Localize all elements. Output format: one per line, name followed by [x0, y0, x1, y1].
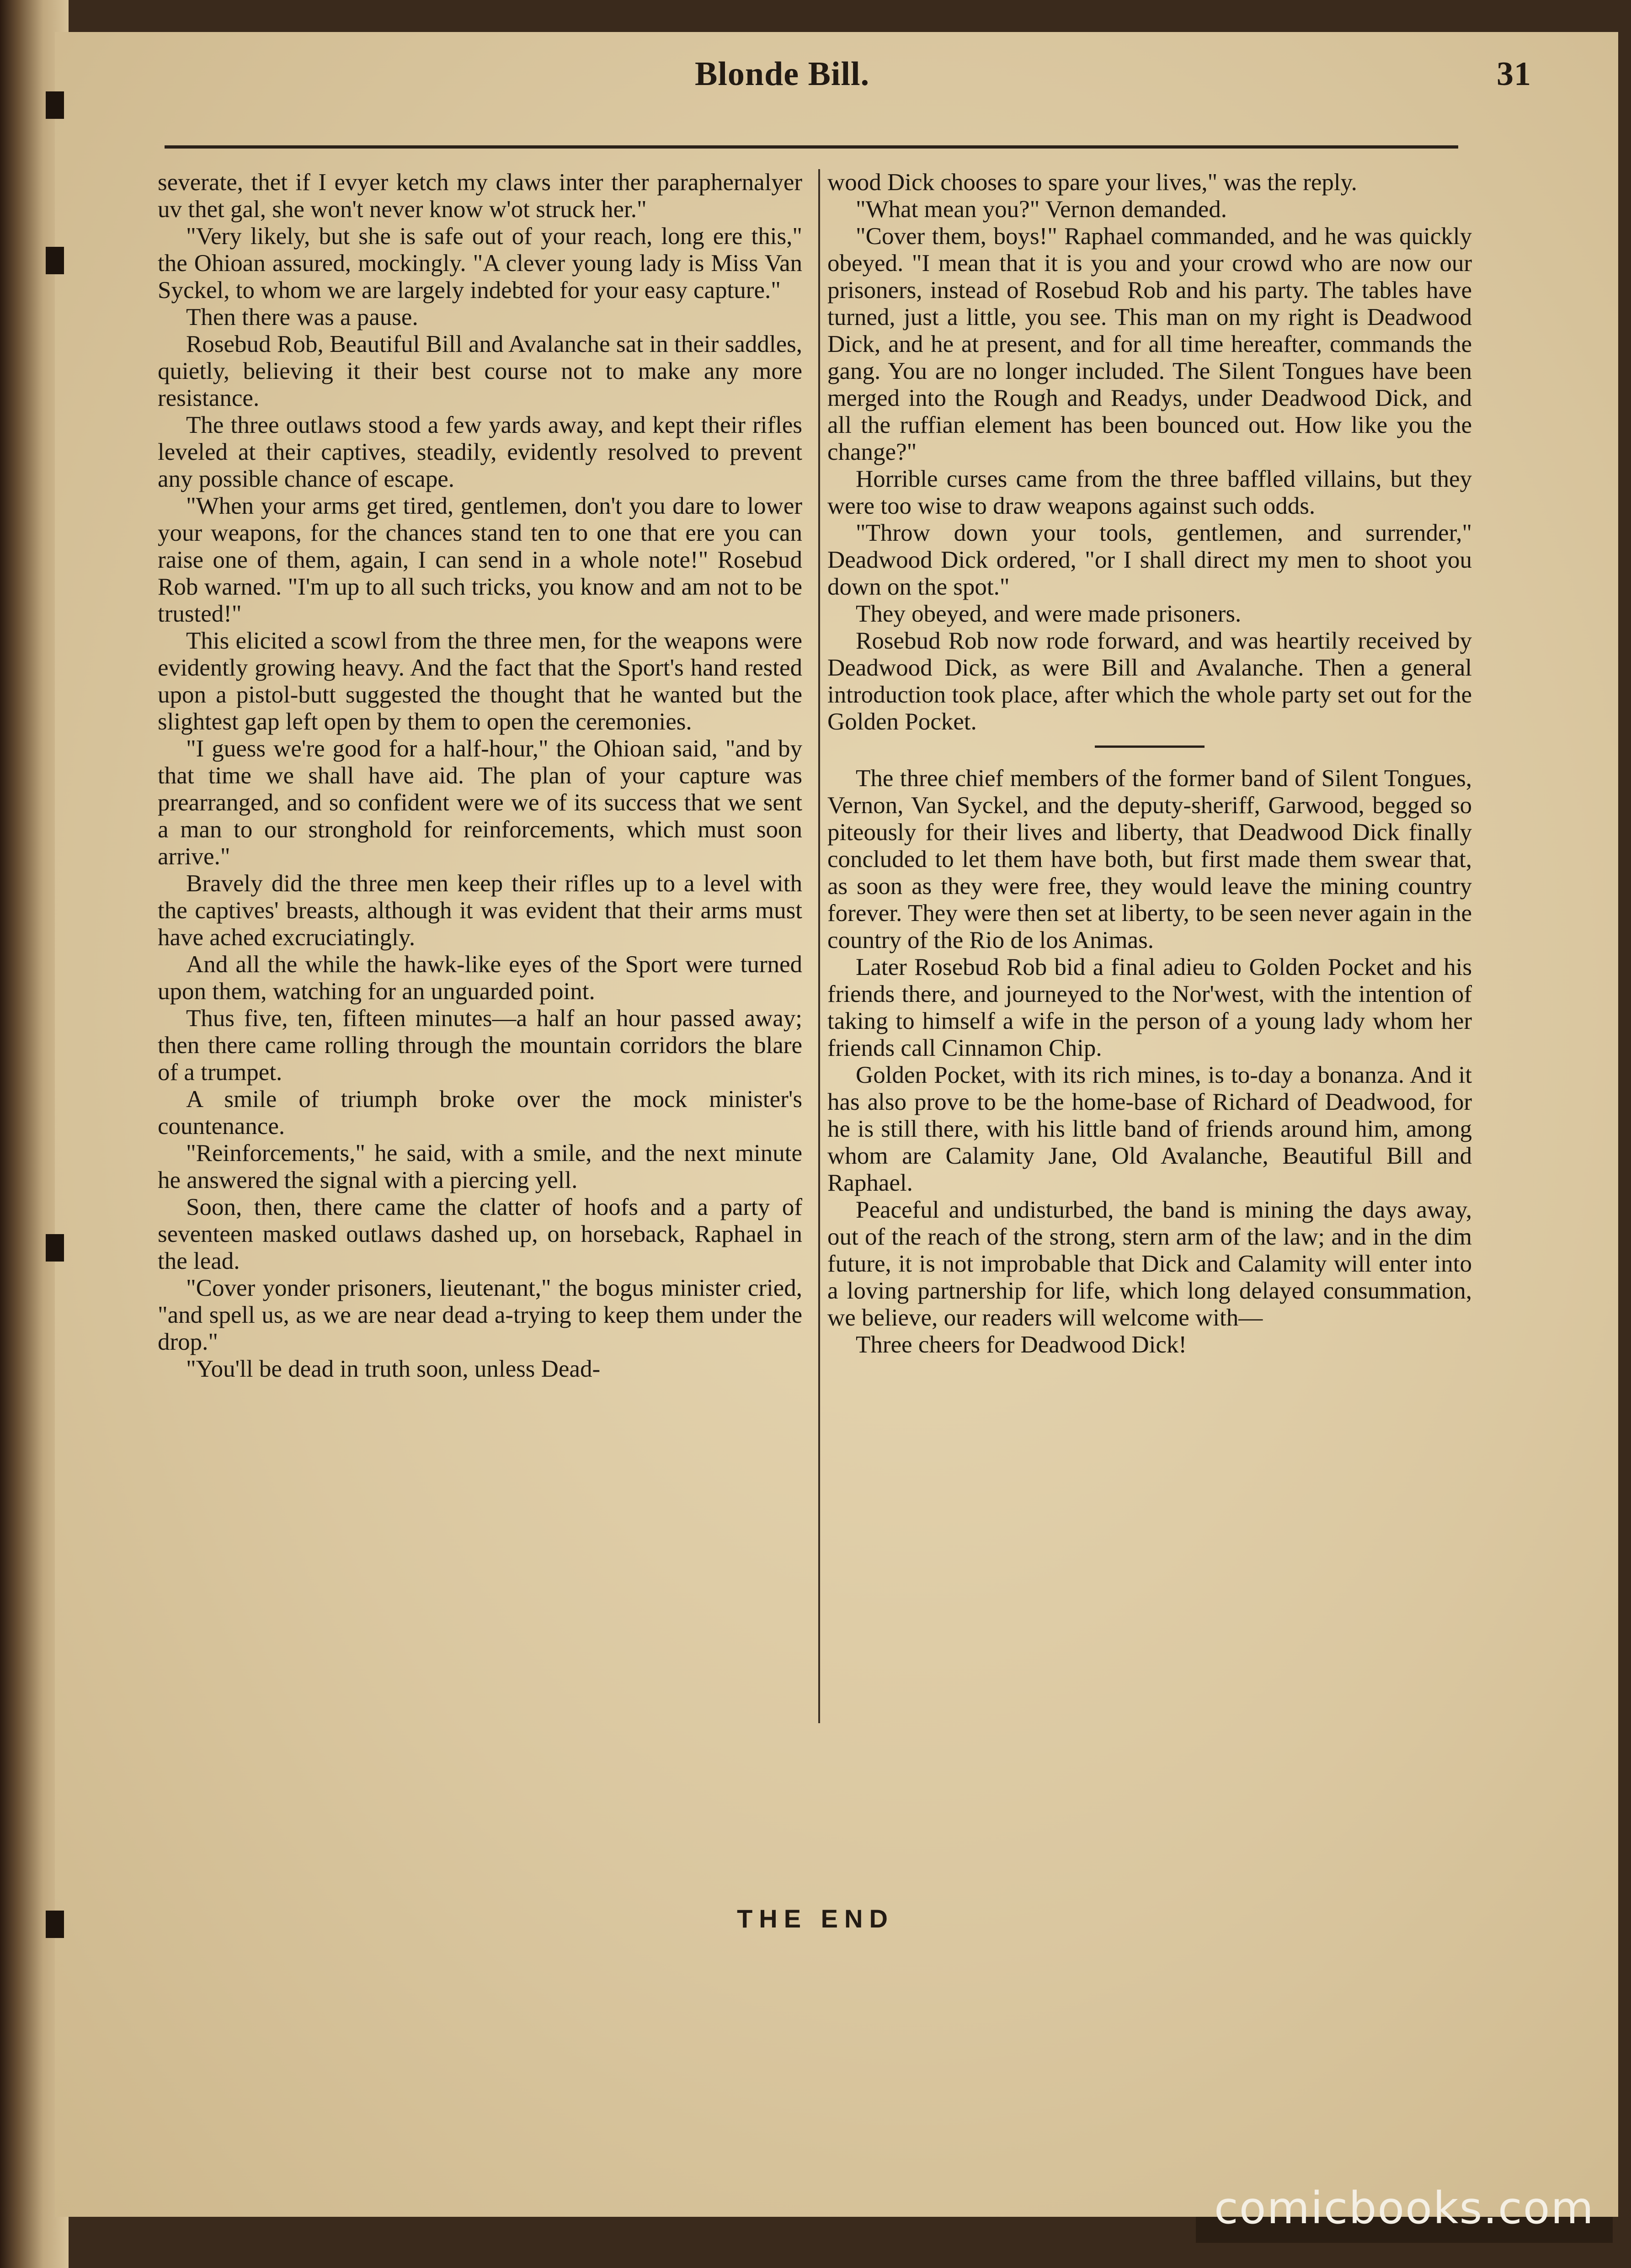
paragraph: "You'll be dead in truth soon, unless Dead-	[186, 1356, 601, 1382]
paragraph: "Throw down your tools, gentlemen, and surrender," Deadwood Dick ordered, "or I shall direct my men to shoot you down on the spot."	[827, 520, 1472, 600]
paragraph: They obeyed, and were made prisoners.	[856, 601, 1242, 627]
binding-tab	[46, 247, 64, 274]
watermark: comicbooks.com	[1214, 2183, 1594, 2234]
paragraph: "Very likely, but she is safe out of your reach, long ere this," the Ohioan assured, mockingly. "A clever young lady is Miss Van Syckel, to whom we are largely indebted for your easy capture."	[158, 223, 802, 303]
paragraph: Bravely did the three men keep their rifles up to a level with the captives' breasts, although it was evident that their arms must have ached excruciatingly.	[158, 870, 802, 951]
paragraph: The three chief members of the former band of Silent Tongues, Vernon, Van Syckel, and the deputy-sheriff, Garwood, begged so piteously for their lives and liberty, that Deadwood Dick finally concluded to let them have both, but first made them swear that, as soon as they were free, they would leave the mining country forever. They were then set at liberty, to be seen never again in the country of the Rio de los Animas.	[827, 765, 1472, 953]
paragraph: "I guess we're good for a half-hour," the Ohioan said, "and by that time we shall have aid. The plan of your capture was prearranged, and so confident were we of its success that we sent a man to our stronghold for reinforcements, which must soon arrive."	[158, 735, 802, 870]
right-column	[827, 169, 1472, 1358]
paragraph: Then there was a pause.	[186, 304, 418, 330]
paragraph: A smile of triumph broke over the mock minister's countenance.	[158, 1086, 802, 1139]
paragraph: wood Dick chooses to spare your lives," was the reply.	[827, 169, 1357, 196]
running-head-title: Blonde Bill.	[695, 55, 870, 93]
binding-tab	[46, 91, 64, 119]
header-rule	[165, 145, 1458, 149]
paragraph: And all the while the hawk-like eyes of the Sport were turned upon them, watching for an unguarded point.	[158, 951, 802, 1005]
paragraph: Peaceful and undisturbed, the band is mining the days away, out of the reach of the strong, stern arm of the law; and in the dim future, it is not improbable that Dick and Calamity will enter into a loving partnership for life, which long delayed consummation, we believe, our readers will welcome with—	[827, 1197, 1472, 1331]
paragraph: "Cover them, boys!" Raphael commanded, and he was quickly obeyed. "I mean that it is you and your crowd who are now our prisoners, instead of Rosebud Rob and his party. The tables have turned, just a little, you see. This man on my right is Deadwood Dick, and he at present, and for all time hereafter, commands the gang. You are no longer included. The Silent Tongues have been merged into the Rough and Readys, under Deadwood Dick, and all the ruffian element has been bounced out. How like you the change?"	[827, 223, 1472, 465]
paragraph: Horrible curses came from the three baffled villains, but they were too wise to draw weapons against such odds.	[827, 466, 1472, 519]
paragraph: "What mean you?" Vernon demanded.	[856, 196, 1227, 223]
paragraph: "When your arms get tired, gentlemen, don't you dare to lower your weapons, for the chances stand ten to one that ere you can raise one of them, again, I can send in a whole note!" Rosebud Rob warned. "I'm up to all such tricks, you know and am not to be trusted!"	[158, 493, 802, 627]
paragraph: "Cover yonder prisoners, lieutenant," the bogus minister cried, "and spell us, as we are near dead a-trying to keep them under the drop."	[158, 1275, 802, 1355]
column-divider	[818, 169, 820, 1723]
paragraph: Soon, then, there came the clatter of hoofs and a party of seventeen masked outlaws dashed up, on horseback, Raphael in the lead.	[158, 1194, 802, 1274]
page-number: 31	[1497, 55, 1531, 93]
paragraph: "Reinforcements," he said, with a smile, and the next minute he answered the signal with a piercing yell.	[158, 1140, 802, 1193]
paragraph: Rosebud Rob now rode forward, and was heartily received by Deadwood Dick, as were Bill and Avalanche. Then a general introduction took place, after which the whole party set out for the Golden Pocket.	[827, 628, 1472, 735]
paragraph: severate, thet if I evyer ketch my claws inter ther paraphernalyer uv thet gal, she won't never know w'ot struck her."	[158, 169, 802, 223]
paragraph: Three cheers for Deadwood Dick!	[856, 1331, 1187, 1358]
paragraph: Thus five, ten, fifteen minutes—a half an hour passed away; then there came rolling through the mountain corridors the blare of a trumpet.	[158, 1005, 802, 1086]
paragraph: The three outlaws stood a few yards away, and kept their rifles leveled at their captives, steadily, evidently resolved to prevent any possible chance of escape.	[158, 412, 802, 492]
paragraph: Golden Pocket, with its rich mines, is to-day a bonanza. And it has also prove to be the home-base of Richard of Deadwood, for he is still there, with his little band of friends around him, among whom are Calamity Jane, Old Avalanche, Beautiful Bill and Raphael.	[827, 1062, 1472, 1196]
paragraph: Rosebud Rob, Beautiful Bill and Avalanche sat in their saddles, quietly, believing it their best course not to make any more resistance.	[158, 331, 802, 411]
left-column	[158, 169, 802, 1383]
paragraph: Later Rosebud Rob bid a final adieu to Golden Pocket and his friends there, and journeyed to the Nor'west, with the intention of taking to himself a wife in the person of a young lady whom her friends call Cinnamon Chip.	[827, 954, 1472, 1061]
the-end-text: THE END	[737, 1904, 894, 1933]
section-divider	[1095, 745, 1205, 748]
binding-tab	[46, 1234, 64, 1262]
paragraph: This elicited a scowl from the three men, for the weapons were evidently growing heavy. And the fact that the Sport's hand rested upon a pistol-butt suggested the thought that he wanted but the slightest gap left open by them to open the ceremonies.	[158, 628, 802, 735]
